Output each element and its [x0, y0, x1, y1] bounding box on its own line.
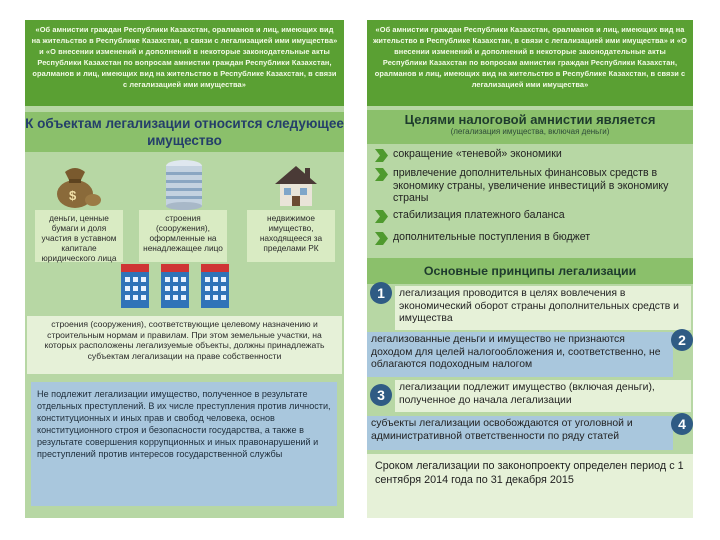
principle-number-badge: 1 — [370, 282, 392, 304]
goal-text: сокращение «теневой» экономики — [393, 148, 562, 160]
right-section-title — [367, 110, 693, 144]
goals-subtitle: (легализация имущества, включая деньги) — [450, 127, 610, 136]
principle-text: легализованные деньги и имущество не признаются доходом для целей налогообложения и, соответственно, не облагаются подоходным налогом — [367, 332, 673, 377]
object-label-buildings: строения (сооружения), оформленные на ненадлежащее лицо — [139, 210, 227, 262]
money-bag-icon — [51, 160, 103, 210]
principle-text: легализация проводится в целях вовлечения в экономический оборот страны дополнительных средств и имущества — [395, 286, 691, 330]
principle-text: субъекты легализации освобождаются от уголовной и административной ответственности по ряду статей — [367, 416, 673, 450]
principle-number-badge: 2 — [671, 329, 693, 351]
goal-item — [375, 167, 685, 205]
arrow-bullet-icon — [375, 168, 388, 181]
goal-item — [375, 148, 685, 161]
goal-text: дополнительные поступления в бюджет — [393, 231, 591, 243]
goals-title: Целями налоговой амнистии является — [404, 112, 656, 127]
residential-building-icon — [161, 264, 189, 308]
svg-text:$: $ — [69, 188, 77, 203]
residential-building-icon — [201, 264, 229, 308]
residential-building-icon — [121, 264, 149, 308]
prohibited-property-text: Не подлежит легализации имущество, полученное в результате отдельных преступлений. В их числе преступления против личности, конституционных и иных прав и свобод человека, основ конституционного строя и безопасности государства, а также в результате совершения коррупционных и иных правонарушений и преступлений против интересов государственной службы — [31, 382, 337, 506]
goal-item — [375, 209, 685, 222]
object-label-foreign-property: недвижимое имущество, находящееся за пределами РК — [247, 210, 335, 262]
goal-item — [375, 231, 685, 244]
left-section-title: К объектам легализации относится следующее имущество — [25, 112, 344, 152]
object-label-money: деньги, ценные бумаги и доля участия в уставном капитале юридического лица — [35, 210, 123, 262]
goal-text: привлечение дополнительных финансовых средств в экономику страны, увеличение инвестиций в экономику страны — [393, 167, 669, 204]
principles-title: Основные принципы легализации — [367, 258, 693, 284]
principle-text: легализации подлежит имущество (включая деньги), полученное до начала легализации — [395, 380, 691, 412]
left-law-header: «Об амнистии граждан Республики Казахстан, оралманов и лиц, имеющих вид на жительство в Республике Казахстан, в связи с легализацией ими имущества» и «О внесении изменений и дополнений в некоторые законодательные акты Республики Казахстан по вопросам амнистии граждан Республики Казахстан, оралманов и лиц, имеющих вид на жительство в Республике Казахстан, в связи с легализацией ими имущества» — [25, 20, 344, 106]
buildings-conditions-text: строения (сооружения), соответствующие целевому назначению и строительным нормам и правилам. При этом земельные участки, на которых расположены легализуемые объекты, должны принадлежать субъектам легализации на праве собственности — [27, 316, 342, 374]
arrow-bullet-icon — [375, 149, 388, 162]
legalization-deadline-text: Сроком легализации по законопроекту определен период с 1 сентября 2014 года по 31 декабря 2015 — [367, 454, 693, 518]
right-infographic-panel — [367, 20, 693, 518]
goal-text: стабилизация платежного баланса — [393, 209, 565, 221]
principle-number-badge: 3 — [370, 384, 392, 406]
right-law-header: «Об амнистии граждан Республики Казахстан, оралманов и лиц, имеющих вид на жительство в Республике Казахстан, в связи с легализацией ими имущества» и «О внесении изменений и дополнений в некоторые законодательные акты Республики Казахстан по вопросам амнистии граждан Республики Казахстан, оралманов и лиц, имеющих вид на жительство в Республике Казахстан, в связи с легализацией ими имущества» — [367, 20, 693, 106]
arrow-bullet-icon — [375, 210, 388, 223]
arrow-bullet-icon — [375, 232, 388, 245]
building-icon — [161, 158, 207, 210]
principle-number-badge: 4 — [671, 413, 693, 435]
left-infographic-panel — [25, 20, 344, 518]
house-icon — [271, 160, 321, 210]
